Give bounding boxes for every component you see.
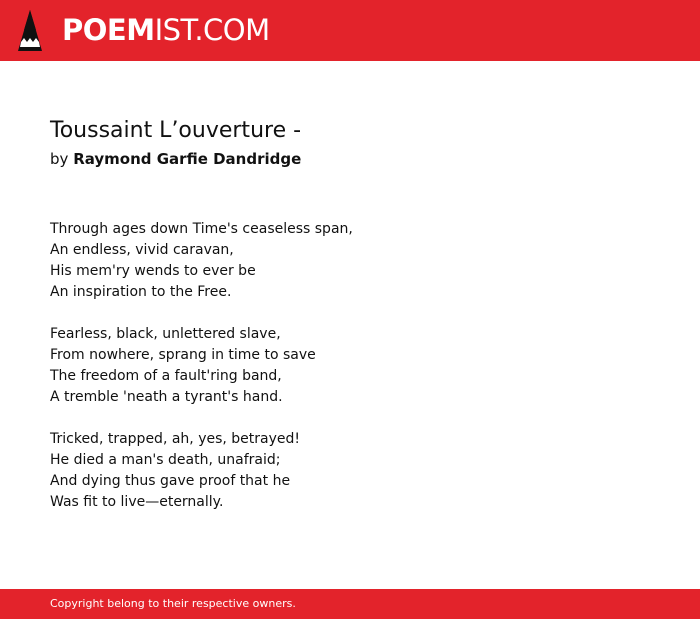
stanza: [50, 429, 650, 513]
poem-line: And dying thus gave proof that he: [50, 473, 291, 489]
poem-line: From nowhere, sprang in time to save: [50, 347, 316, 363]
brand-light-text: IST.COM: [154, 13, 270, 47]
site-logo[interactable]: [62, 13, 270, 47]
poem-line: A tremble 'neath a tyrant's hand.: [50, 389, 283, 405]
poem-line: The freedom of a fault'ring band,: [50, 368, 282, 384]
pencil-tip-icon[interactable]: [18, 10, 42, 51]
poem-line: He died a man's death, unafraid;: [50, 452, 281, 468]
poem-title: Toussaint L’ouverture -: [50, 118, 302, 143]
stanza: [50, 324, 650, 408]
poem-body: [50, 219, 650, 534]
site-footer: [0, 589, 700, 619]
poem-line: An endless, vivid caravan,: [50, 242, 234, 258]
author-name: Raymond Garfie Dandridge: [73, 150, 302, 168]
poem-line: Tricked, trapped, ah, yes, betrayed!: [50, 431, 301, 447]
copyright-text: Copyright belong to their respective owners.: [50, 597, 296, 610]
poem-line: Was fit to live—eternally.: [50, 494, 224, 510]
stanza: [50, 219, 650, 303]
poem-line: An inspiration to the Free.: [50, 284, 232, 300]
poem-line: Through ages down Time's ceaseless span,: [50, 221, 353, 237]
poem-line: His mem'ry wends to ever be: [50, 263, 256, 279]
byline: [50, 149, 301, 169]
by-label: by: [50, 150, 69, 168]
poem-line: Fearless, black, unlettered slave,: [50, 326, 281, 342]
brand-bold-text: POEM: [62, 13, 155, 47]
site-header: [0, 0, 700, 61]
